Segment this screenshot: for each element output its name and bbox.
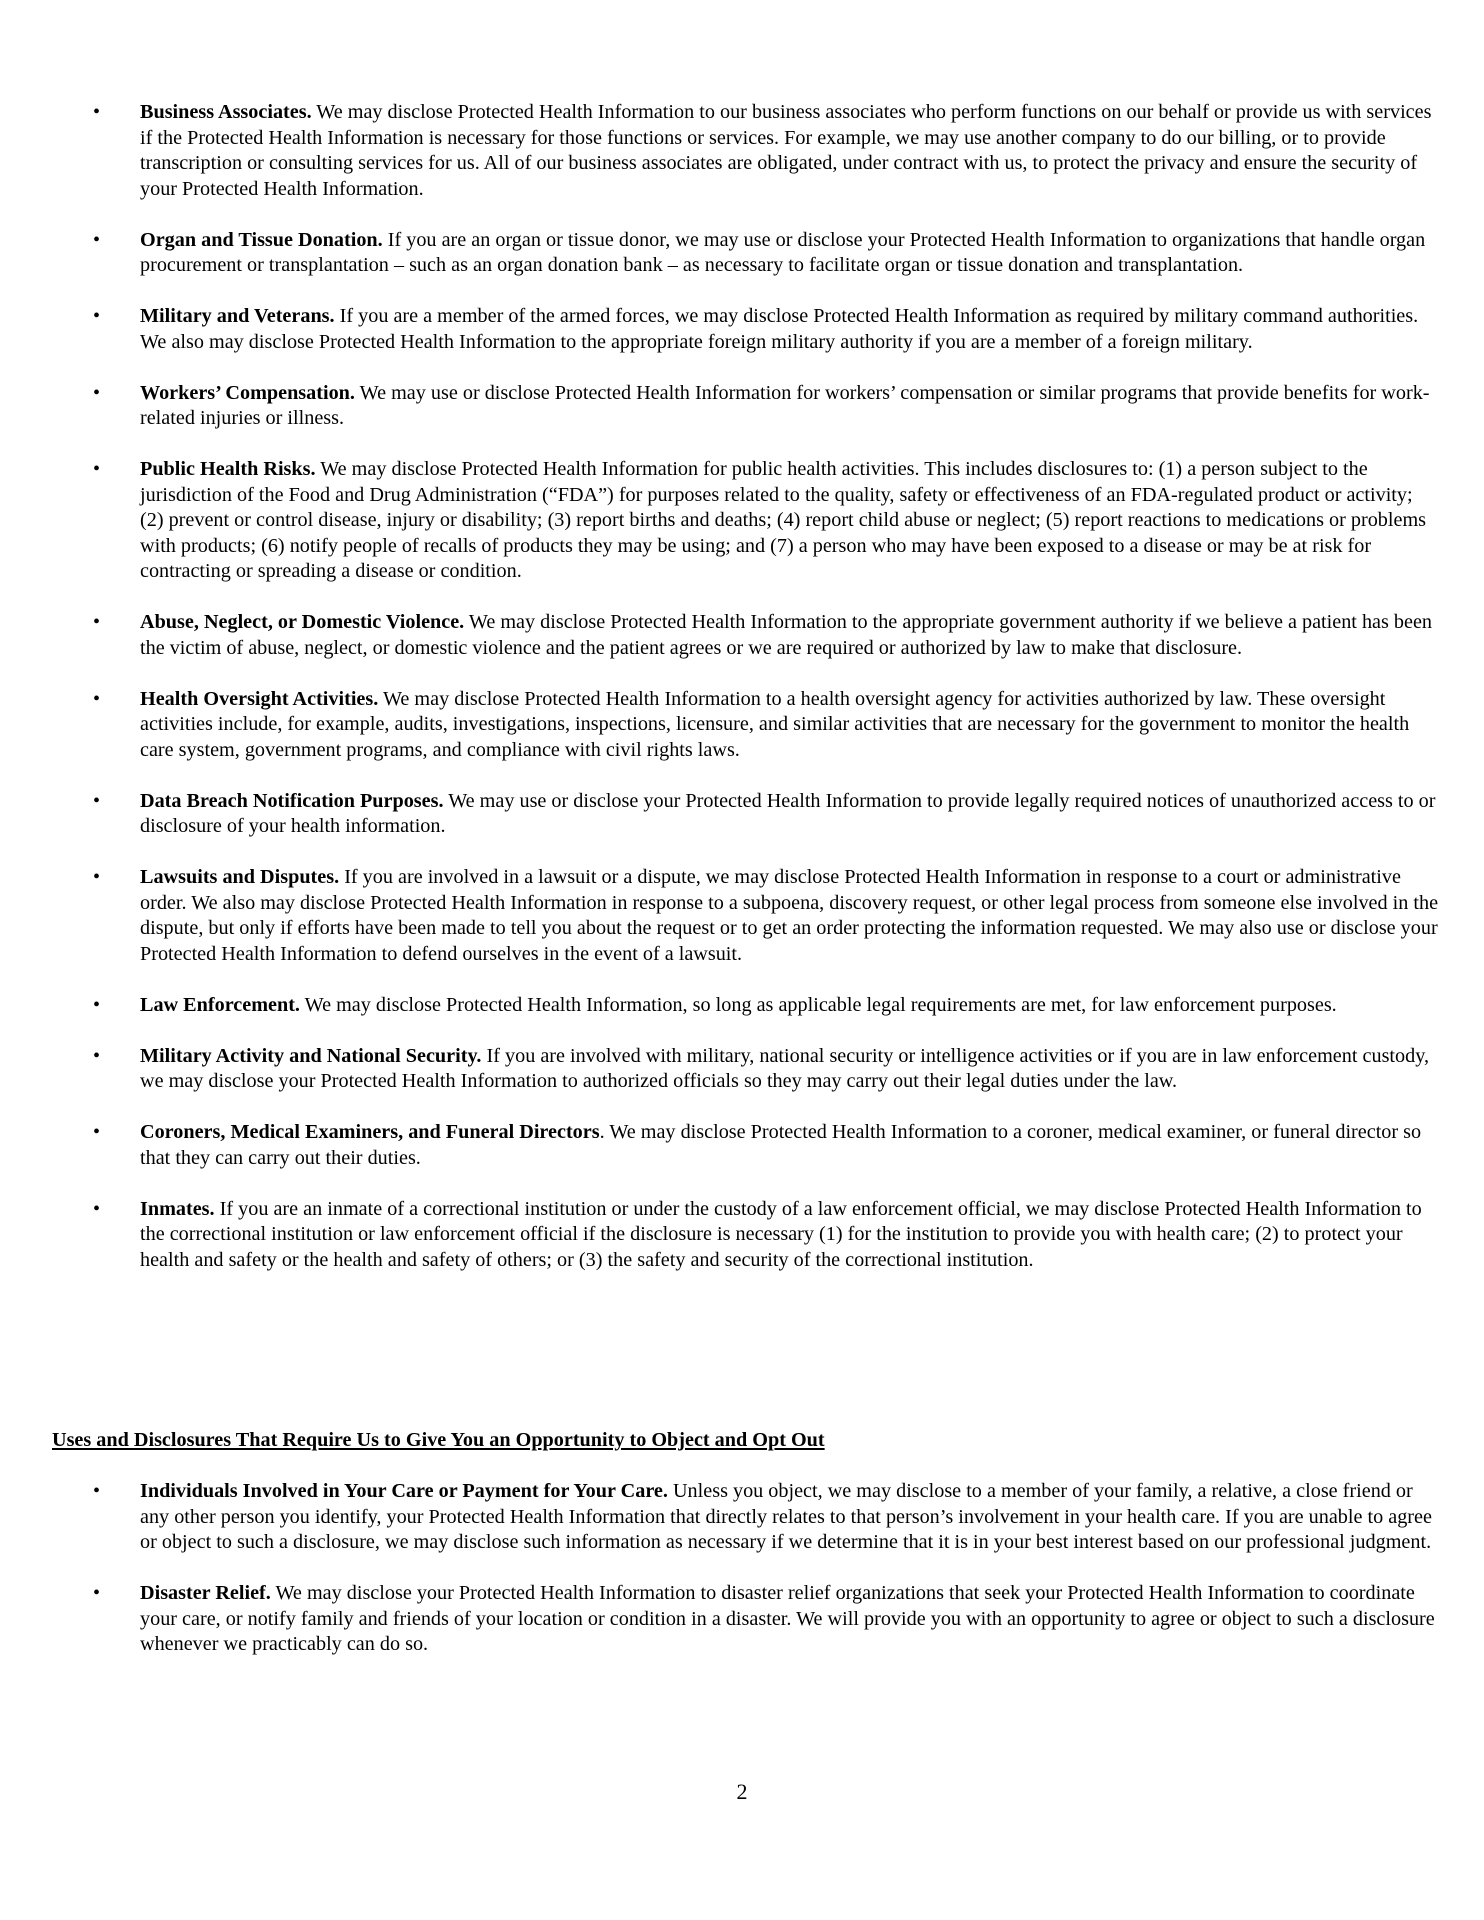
item-title: Business Associates. bbox=[140, 101, 312, 123]
list-item bbox=[0, 1479, 1440, 1556]
list-item bbox=[0, 381, 1440, 432]
bullet: • bbox=[93, 305, 101, 327]
item-body: We may disclose Protected Health Information for public health activities. This includes disclosures to: (1) a person subject to the jurisdiction of the Food and Drug Administration (“FDA”) for purposes related to the quality, safety or effectiveness of an FDA-regulated product or activity; (2) prevent or control disease, injury or disability; (3) report births and deaths; (4) report child abuse or neglect; (5) report reactions to medications or problems with products; (6) notify people of recalls of products they may be using; and (7) a person who may have been exposed to a disease or may be at risk for contracting or spreading a disease or condition. bbox=[140, 458, 1427, 582]
page-number: 2 bbox=[736, 1779, 748, 1804]
bullet: • bbox=[93, 101, 101, 123]
bullet: • bbox=[93, 687, 101, 710]
list-item bbox=[0, 610, 1440, 661]
bullet: • bbox=[93, 1480, 101, 1502]
item-body: We may use or disclose Protected Health Information for workers’ compensation or similar programs that provide benefits for work-related injuries or illness. bbox=[140, 381, 1430, 429]
list-item bbox=[0, 1197, 1440, 1274]
item-body: We may disclose your Protected Health Information to disaster relief organizations that seek your Protected Health Information to coordinate your care, or notify family and friends of your location or condition in a disaster. We will provide you with an opportunity to agree or object to such a disclosure whenever we practicably can do so. bbox=[140, 1582, 1435, 1655]
list-item bbox=[0, 100, 1440, 202]
bullet: • bbox=[93, 866, 101, 888]
item-body: . We may disclose Protected Health Information to a coroner, medical examiner, or funeral director so that they can carry out their duties. bbox=[140, 1121, 1422, 1169]
item-title: Health Oversight Activities. bbox=[140, 687, 379, 710]
item-body: If you are an organ or tissue donor, we may use or disclose your Protected Health Information to organizations that handle organ procurement or transplantation – such as an organ donation bank – as necessary to facilitate organ or tissue donation and transplantation. bbox=[140, 228, 1426, 276]
item-title: Lawsuits and Disputes. bbox=[140, 866, 340, 888]
item-body: We may use or disclose your Protected Health Information to provide legally required notices of unauthorized access to or disclosure of your health information. bbox=[140, 789, 1436, 837]
bullet: • bbox=[93, 228, 101, 251]
section-heading: Uses and Disclosures That Require Us to Give You an Opportunity to Object and Opt Out bbox=[52, 1429, 825, 1451]
item-title: Military and Veterans. bbox=[140, 305, 335, 327]
item-title: Abuse, Neglect, or Domestic Violence. bbox=[140, 611, 465, 633]
opt-out-list bbox=[0, 1479, 1484, 1683]
bullet: • bbox=[93, 381, 101, 404]
item-body: Unless you object, we may disclose to a member of your family, a relative, a close friend or any other person you identify, your Protected Health Information that directly relates to that person’s involvement in your health care. If you are unable to agree or object to such a disclosure, we may disclose such information as necessary if we determine that it is in your best interest based on our professional judgment. bbox=[140, 1480, 1432, 1553]
list-item bbox=[0, 789, 1440, 840]
list-item bbox=[0, 993, 1440, 1019]
list-item bbox=[0, 1581, 1440, 1658]
bullet: • bbox=[93, 993, 101, 1016]
item-title: Public Health Risks. bbox=[140, 458, 316, 480]
item-title: Data Breach Notification Purposes. bbox=[140, 789, 444, 812]
item-body: If you are involved with military, national security or intelligence activities or if you are in law enforcement custody, we may disclose your Protected Health Information to authorized officials so they may carry out their legal duties under the law. bbox=[140, 1044, 1430, 1092]
bullet: • bbox=[93, 1582, 101, 1604]
item-body: We may disclose Protected Health Information to our business associates who perform functions on our behalf or provide us with services if the Protected Health Information is necessary for those functions or services. For example, we may use another company to do our billing, or to provide transcription or consulting services for us. All of our business associates are obligated, under contract with us, to protect the privacy and ensure the security of your Protected Health Information. bbox=[140, 101, 1432, 200]
disclosure-list bbox=[0, 100, 1484, 1299]
bullet: • bbox=[93, 1121, 101, 1143]
item-title: Workers’ Compensation. bbox=[140, 381, 355, 404]
item-title: Law Enforcement. bbox=[140, 993, 300, 1016]
list-item bbox=[0, 228, 1440, 279]
list-item bbox=[0, 687, 1440, 764]
bullet: • bbox=[93, 1197, 101, 1220]
list-item bbox=[0, 457, 1440, 585]
item-body: We may disclose Protected Health Information, so long as applicable legal requirements are met, for law enforcement purposes. bbox=[299, 993, 1337, 1016]
list-item bbox=[0, 865, 1440, 967]
bullet: • bbox=[93, 458, 101, 480]
item-body: If you are a member of the armed forces, we may disclose Protected Health Information as required by military command authorities. We also may disclose Protected Health Information to the appropriate foreign military authority if you are a member of a foreign military. bbox=[140, 305, 1419, 353]
list-item bbox=[0, 304, 1440, 355]
item-title: Individuals Involved in Your Care or Payment for Your Care. bbox=[140, 1480, 668, 1502]
item-title: Coroners, Medical Examiners, and Funeral Directors bbox=[140, 1121, 600, 1143]
item-body: If you are involved in a lawsuit or a dispute, we may disclose Protected Health Information in response to a court or administrative order. We also may disclose Protected Health Information in response to a subpoena, discovery request, or other legal process from someone else involved in the dispute, but only if efforts have been made to tell you about the request or to get an order protecting the information requested. We may also use or disclose your Protected Health Information to defend ourselves in the event of a lawsuit. bbox=[140, 866, 1439, 965]
bullet: • bbox=[93, 789, 101, 812]
item-body: We may disclose Protected Health Information to the appropriate government authority if we believe a patient has been the victim of abuse, neglect, or domestic violence and the patient agrees or we are required or authorized by law to make that disclosure. bbox=[140, 611, 1433, 659]
bullet: • bbox=[93, 611, 101, 633]
list-item bbox=[0, 1120, 1440, 1171]
item-title: Inmates. bbox=[140, 1197, 215, 1220]
bullet: • bbox=[93, 1044, 101, 1067]
item-body: If you are an inmate of a correctional institution or under the custody of a law enforcement official, we may disclose Protected Health Information to the correctional institution or law enforcement official if the disclosure is necessary (1) for the institution to provide you with health care; (2) to protect your health and safety or the health and safety of others; or (3) the safety and security of the correctional institution. bbox=[140, 1197, 1422, 1271]
item-title: Disaster Relief. bbox=[140, 1582, 271, 1604]
item-title: Organ and Tissue Donation. bbox=[140, 228, 383, 251]
item-body: We may disclose Protected Health Information to a health oversight agency for activities authorized by law. These oversight activities include, for example, audits, investigations, inspections, licensure, and similar activities that are necessary for the government to monitor the health care system, government programs, and compliance with civil rights laws. bbox=[140, 687, 1410, 761]
list-item bbox=[0, 1044, 1440, 1095]
item-title: Military Activity and National Security. bbox=[140, 1044, 482, 1067]
